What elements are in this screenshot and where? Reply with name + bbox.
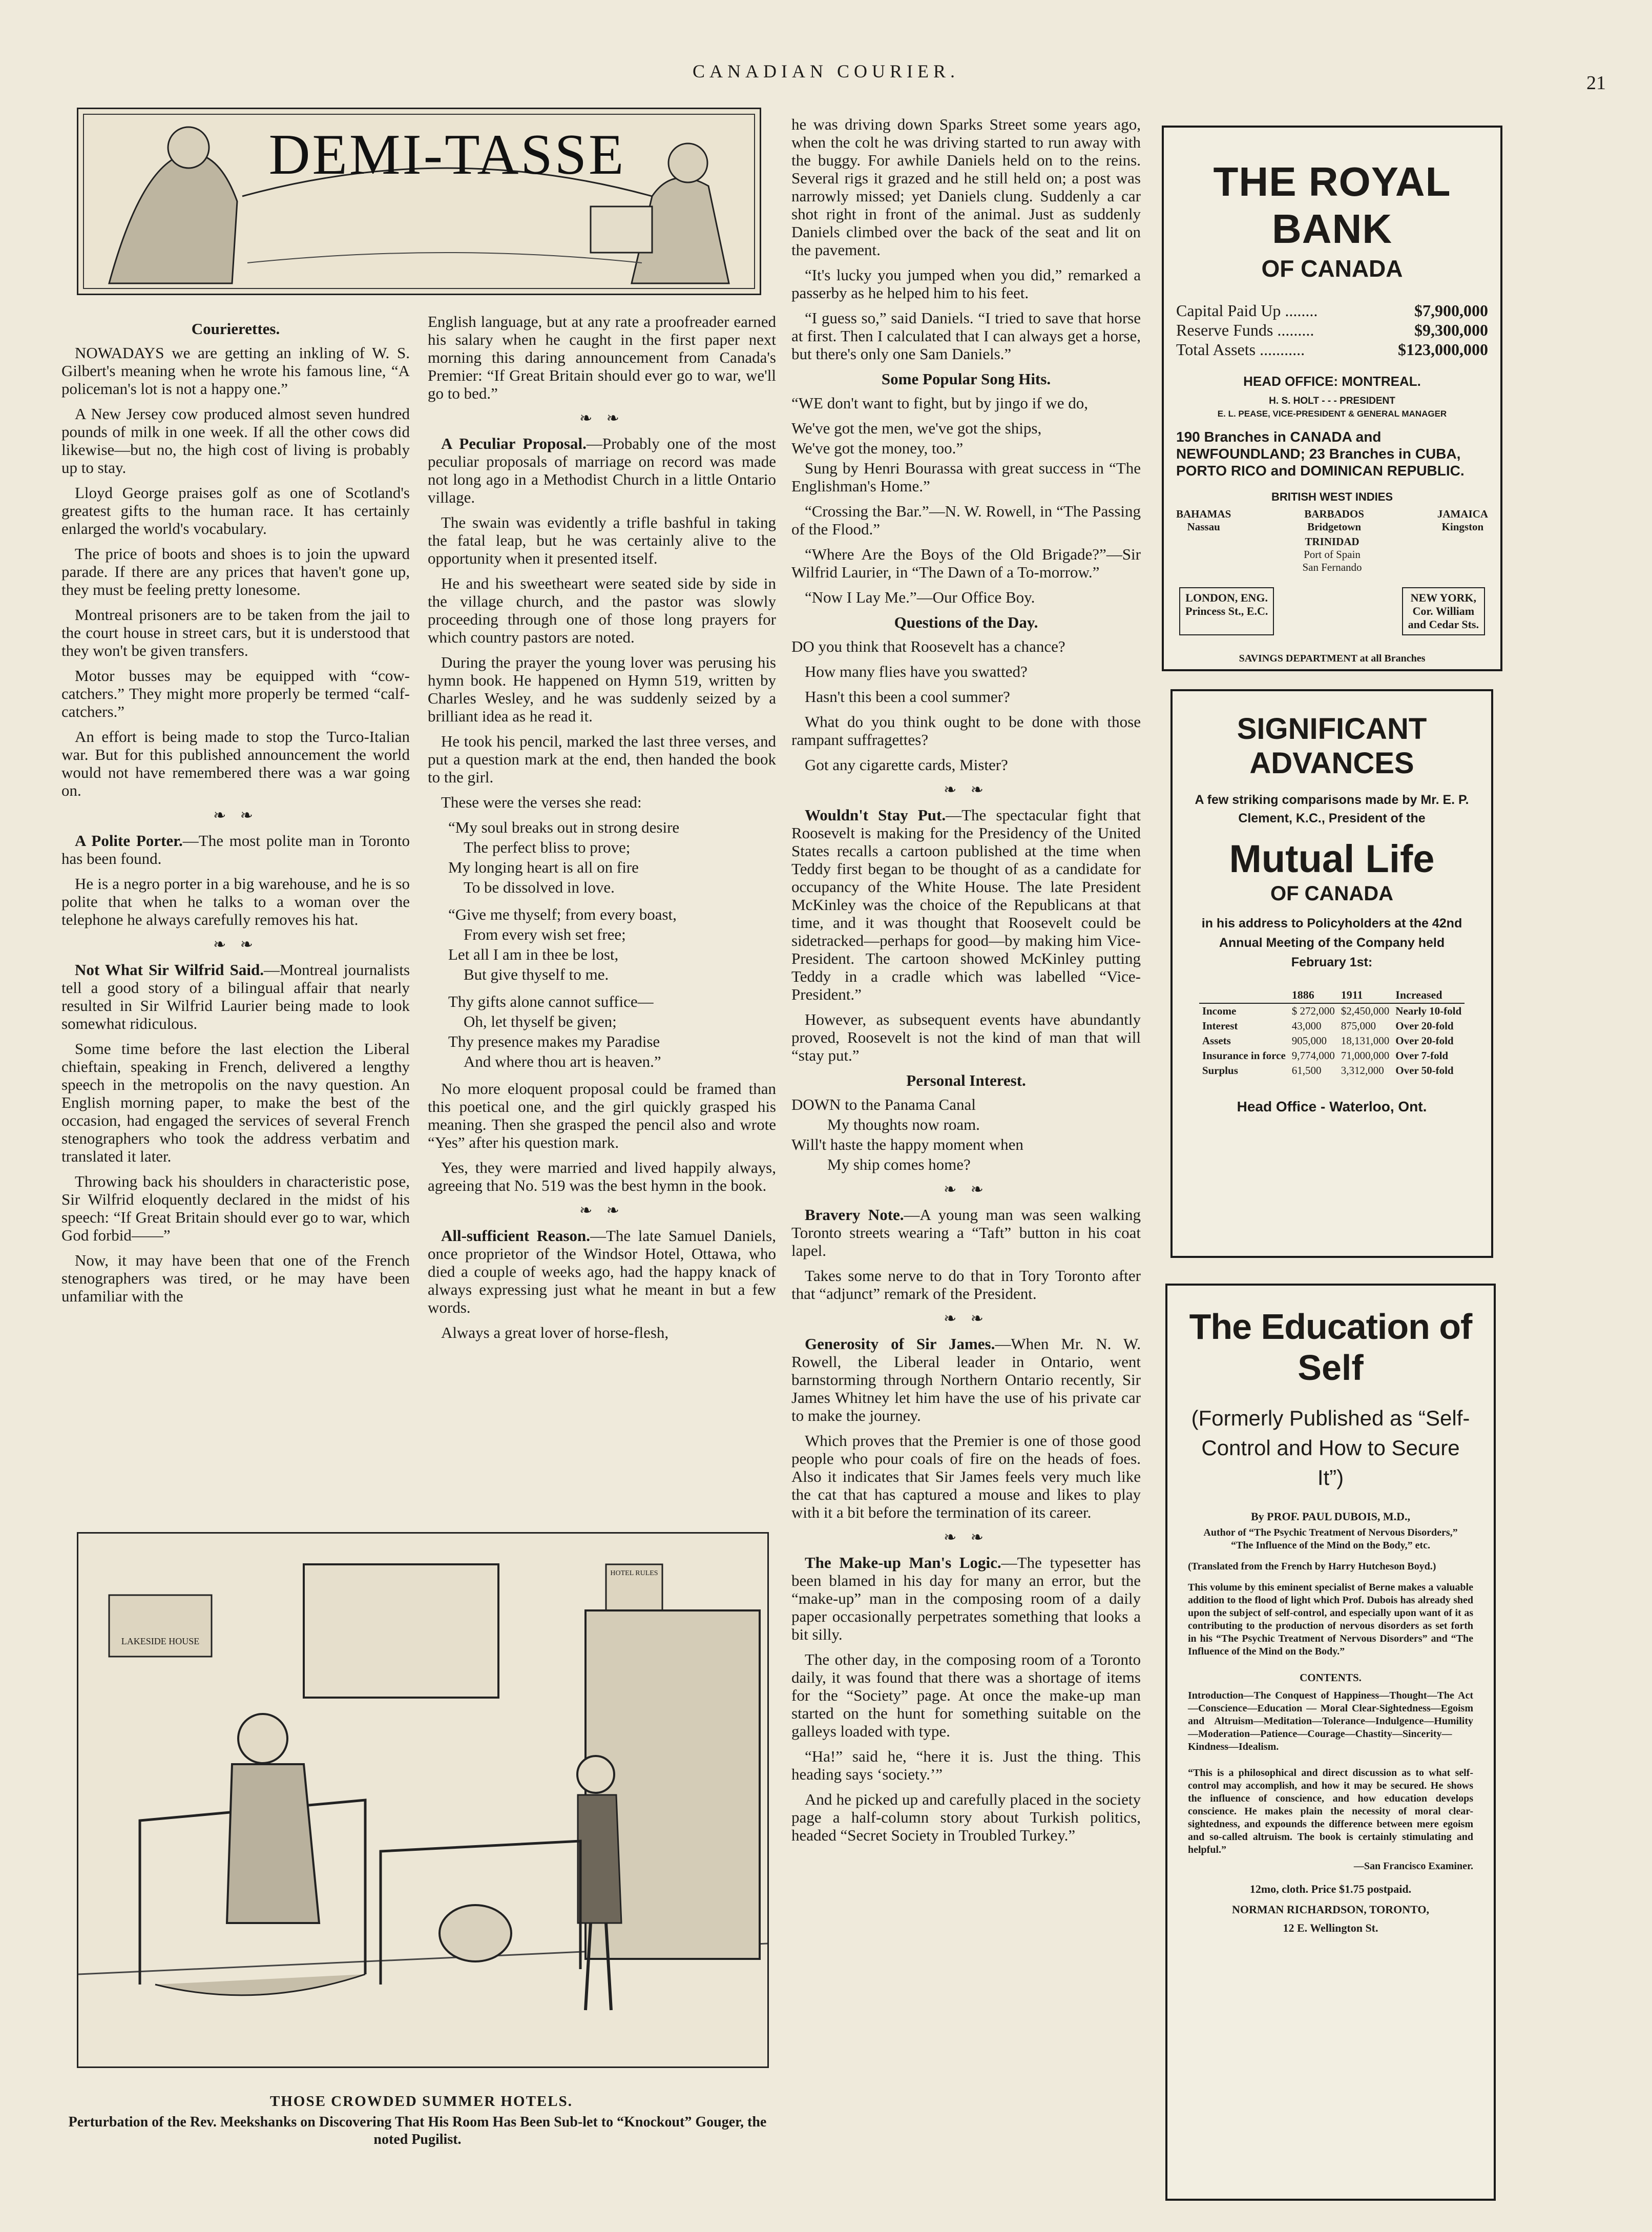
head-office: Head Office - Waterloo, Ont. bbox=[1237, 1099, 1427, 1114]
table-row bbox=[1199, 1003, 1465, 1019]
contents-heading: CONTENTS. bbox=[1300, 1671, 1362, 1684]
paragraph: No more eloquent proposal could be framed than this poetical one, and the girl quickly grasped his meaning. Then she grasped the pencil also and wrote “Yes” after his question mark. bbox=[428, 1080, 776, 1151]
paragraph: “Ha!” said he, “here it is. Just the thing. This heading says ‘society.’” bbox=[791, 1747, 1141, 1783]
bank-name: THE ROYAL BANK bbox=[1213, 159, 1451, 252]
bwi-branches bbox=[1176, 508, 1488, 533]
paragraph: Some time before the last election the Liberal chieftain, speaking in French, delivered a lengthy speech in the metropolis on the navy question. An English morning paper, to make the best of the occasion, had engaged the services of several French stenographers who took the address verbatim and translated it later. bbox=[61, 1040, 410, 1165]
paragraph: Motor busses may be equipped with “cow-catchers.” They might more properly be termed “calf-catchers.” bbox=[61, 667, 410, 720]
masthead: CANADIAN COURIER. bbox=[693, 61, 959, 81]
paragraph: English language, but at any rate a proofreader earned his salary when he caught in the first paper next morning this daring announcement from Canada's Premier: “If Great Britain should ever go to war, we'll go to bed.” bbox=[428, 313, 776, 402]
item-title: A Peculiar Proposal. bbox=[441, 435, 587, 452]
table-header-row bbox=[1199, 987, 1465, 1003]
item-title: Generosity of Sir James. bbox=[805, 1335, 995, 1353]
paragraph bbox=[791, 1206, 1141, 1259]
paragraph: “Where Are the Boys of the Old Brigade?”—Sir Wilfrid Laurier, in “The Dawn of a To-morrow.” bbox=[791, 545, 1141, 581]
ad-title: ADVANCES bbox=[1249, 747, 1414, 780]
table-cell: 875,000 bbox=[1341, 1020, 1376, 1032]
paragraph: Got any cigarette cards, Mister? bbox=[805, 756, 1008, 774]
table-header bbox=[1199, 987, 1289, 1003]
verse-line: But give thyself to me. bbox=[464, 965, 609, 983]
review-source: —San Francisco Examiner. bbox=[1353, 1861, 1473, 1872]
table-cell: 3,312,000 bbox=[1341, 1064, 1384, 1077]
address-text: in his address to Policyholders at the 42nd Annual Meeting of the Company held February 1st: bbox=[1201, 916, 1462, 969]
section-ornament: ❧ ❧ bbox=[944, 1181, 989, 1198]
paragraph: “I guess so,” said Daniels. “I tried to save that horse at first. Then I calculated that I can always get a horse, but there's only one Sam Daniels.” bbox=[791, 309, 1141, 363]
verse-line: Will't haste the happy moment when bbox=[791, 1135, 1023, 1153]
banner-title: DEMI-TASSE bbox=[268, 123, 626, 187]
savings-text: SAVINGS DEPARTMENT at all Branches bbox=[1239, 653, 1426, 664]
table-cell: Nearly 10-fold bbox=[1395, 1005, 1462, 1017]
section-ornament: ❧ ❧ bbox=[944, 1310, 989, 1327]
table-row bbox=[1199, 1048, 1465, 1063]
paragraph: He is a negro porter in a big warehouse, and he is so polite that when he talks to a woman over the telephone he always carefully removes his hat. bbox=[61, 875, 410, 928]
row-label: Reserve Funds ......... bbox=[1176, 321, 1314, 339]
table-cell: $2,450,000 bbox=[1341, 1005, 1390, 1017]
verse-line: We've got the men, we've got the ships, bbox=[791, 419, 1042, 437]
royal-bank-ad bbox=[1162, 126, 1502, 671]
paragraph: DO you think that Roosevelt has a chance? bbox=[791, 637, 1065, 655]
section-ornament: ❧ ❧ bbox=[944, 1529, 989, 1546]
table-cell: Surplus bbox=[1202, 1064, 1238, 1077]
table-cell: Over 50-fold bbox=[1395, 1064, 1454, 1077]
reserve-row bbox=[1176, 320, 1488, 340]
item-title: All-sufficient Reason. bbox=[441, 1227, 590, 1245]
paragraph: These were the verses she read: bbox=[441, 793, 642, 811]
section-ornament: ❧ ❧ bbox=[579, 410, 624, 427]
trinidad-branches: Port of Spain San Fernando bbox=[1302, 548, 1362, 573]
item-text: —The spectacular fight that Roosevelt is making for the Presidency of the United States recalls a cartoon published at the time when Teddy first began to be thought of as a candidate for occupancy of the White House. The late President McKinley was the choice of the Republicans at that time, and it was thought that Roosevelt could be sidetracked—perhaps for good—by making him Vice-President. The cartoon showed McKinley putting Teddy in a cradle which was labelled “Vice-President.” bbox=[791, 806, 1141, 1003]
trinidad-heading: TRINIDAD bbox=[1305, 535, 1360, 548]
paragraph bbox=[791, 1335, 1141, 1424]
bwi-branch: BAHAMAS Nassau bbox=[1176, 508, 1231, 533]
capital-table bbox=[1176, 301, 1488, 359]
table-cell: 18,131,000 bbox=[1341, 1035, 1390, 1047]
book-ad bbox=[1165, 1284, 1496, 2201]
item-title: Wouldn't Stay Put. bbox=[805, 806, 946, 824]
item-title: The Make-up Man's Logic. bbox=[805, 1554, 1001, 1572]
bwi-branch: BARBADOS Bridgetown bbox=[1304, 508, 1364, 533]
table-cell: Insurance in force bbox=[1202, 1049, 1286, 1062]
verse-line: My thoughts now roam. bbox=[827, 1115, 980, 1133]
company-subtitle: OF CANADA bbox=[1270, 882, 1393, 905]
table-cell: Interest bbox=[1202, 1020, 1238, 1032]
cartoon-drawing bbox=[78, 1534, 767, 2066]
table-row bbox=[1199, 1063, 1465, 1078]
item-title: Not What Sir Wilfrid Said. bbox=[75, 961, 264, 979]
paragraph: Hasn't this been a cool summer? bbox=[805, 688, 1010, 706]
section-ornament: ❧ ❧ bbox=[213, 807, 258, 824]
section-ornament: ❧ ❧ bbox=[944, 781, 989, 798]
songs-heading: Some Popular Song Hits. bbox=[881, 370, 1051, 388]
table-cell: $ 272,000 bbox=[1291, 1005, 1335, 1017]
book-price: 12mo, cloth. Price $1.75 postpaid. bbox=[1249, 1883, 1412, 1895]
newyork-agency: NEW YORK, Cor. William and Cedar Sts. bbox=[1402, 587, 1485, 635]
paragraph bbox=[428, 1227, 776, 1316]
item-text: —The typesetter has been blamed in his day for many an error, but the “make-up” man in the composing room of a daily paper occasionally perpetrates something that looks a bit silly. bbox=[791, 1554, 1141, 1643]
table-header: Increased bbox=[1392, 987, 1465, 1003]
paragraph bbox=[791, 806, 1141, 1003]
cartoon-caption-title: THOSE CROWDED SUMMER HOTELS. bbox=[270, 2093, 573, 2110]
paragraph: “WE don't want to fight, but by jingo if we do, bbox=[791, 394, 1088, 412]
mutual-life-ad bbox=[1170, 689, 1493, 1258]
verse-line: We've got the money, too.” bbox=[791, 439, 964, 457]
verse-line: The perfect bliss to prove; bbox=[464, 838, 631, 856]
paragraph: The swain was evidently a trifle bashful in taking the fatal leap, but he was certainly alive to the opportunity when it presented itself. bbox=[428, 513, 776, 567]
verse-line: Oh, let thyself be given; bbox=[464, 1012, 617, 1030]
table-row bbox=[1199, 1019, 1465, 1034]
table-cell: 71,000,000 bbox=[1341, 1049, 1390, 1062]
paragraph bbox=[61, 961, 410, 1032]
column-2 bbox=[428, 313, 776, 1522]
table-cell: 61,500 bbox=[1291, 1064, 1322, 1077]
row-value: $9,300,000 bbox=[1414, 321, 1488, 339]
paragraph bbox=[791, 1554, 1141, 1643]
paragraph: Now, it may have been that one of the French stenographers was tired, or he may have been unfamiliar with the bbox=[61, 1251, 410, 1305]
paragraph: NOWADAYS we are getting an inkling of W. S. Gilbert's meaning when he wrote his famous line, “A policeman's lot is not a happy one.” bbox=[61, 344, 410, 398]
contents-list: Introduction—The Conquest of Happiness—Thought—The Act—Conscience—Education — Moral Clear-Sightedness—Egoism and Altruism—Meditation—Tolerance—Indulgence—Humility —Moderation—Patience—Courage—Chastity—Sincerity—Kindness—Idealism. bbox=[1188, 1690, 1473, 1752]
table-cell: Assets bbox=[1202, 1035, 1231, 1047]
row-label: Total Assets ........... bbox=[1176, 340, 1305, 359]
paragraph: Montreal prisoners are to be taken from the jail to the court house in street cars, but it is understood that they won't be given transfers. bbox=[61, 606, 410, 659]
paragraph: However, as subsequent events have abundantly proved, Roosevelt is not the kind of man that will “stay put.” bbox=[791, 1010, 1141, 1064]
book-author: By PROF. PAUL DUBOIS, M.D., bbox=[1250, 1510, 1411, 1523]
paragraph: “Crossing the Bar.”—N. W. Rowell, in “The Passing of the Flood.” bbox=[791, 502, 1141, 538]
section-ornament: ❧ ❧ bbox=[579, 1202, 624, 1219]
paragraph: Takes some nerve to do that in Tory Toronto after that “adjunct” remark of the President. bbox=[791, 1267, 1141, 1303]
hotel-cartoon bbox=[77, 1532, 769, 2068]
paragraph: A New Jersey cow produced almost seven hundred pounds of milk in one week. If all the other cows did likewise—but no, the high cost of living is probably up to stay. bbox=[61, 405, 410, 477]
paragraph: Which proves that the Premier is one of those good people who pour coals of fire on the heads of foes. Also it indicates that Sir James feels very much like the cat that has captured a mouse and likes to play with it a bit before the termination of its career. bbox=[791, 1432, 1141, 1521]
verse-line: Thy presence makes my Paradise bbox=[448, 1032, 660, 1050]
verse-line: My longing heart is all on fire bbox=[448, 858, 639, 876]
book-title: The Education of bbox=[1189, 1307, 1472, 1347]
agencies bbox=[1179, 587, 1485, 635]
table-cell: Over 20-fold bbox=[1395, 1020, 1454, 1032]
paragraph: he was driving down Sparks Street some years ago, when the colt he was driving started to run away with the buggy. For awhile Daniels held on to the reins. Several rigs it grazed and he still held on; a post was narrowly missed; yet Daniels clung. Suddenly a car shot right in front of the animal. Just as suddenly Daniels climbed over the back of the seat and lit on the pavement. bbox=[791, 115, 1141, 259]
head-office: HEAD OFFICE: MONTREAL. bbox=[1243, 374, 1421, 389]
paragraph: What do you think ought to be done with those rampant suffragettes? bbox=[791, 713, 1141, 749]
item-text: —A young man was seen walking Toronto streets wearing a “Taft” button in his coat lapel. bbox=[791, 1206, 1141, 1259]
hotel-rules-sign: HOTEL RULES bbox=[610, 1569, 658, 1577]
table-cell: Income bbox=[1202, 1005, 1237, 1017]
branches-text: 190 Branches in CANADA and NEWFOUNDLAND; 23 Branches in CUBA, PORTO RICO and DOMINICAN REPUBLIC. bbox=[1176, 429, 1465, 479]
book-title: Self bbox=[1298, 1348, 1364, 1388]
table-cell: Over 20-fold bbox=[1395, 1035, 1454, 1047]
column-3 bbox=[791, 115, 1141, 2144]
table-header: 1886 bbox=[1289, 987, 1338, 1003]
officer-president: H. S. HOLT - - - PRESIDENT bbox=[1269, 396, 1395, 406]
item-text: —The late Samuel Daniels, once proprietor of the Windsor Hotel, Ottawa, who died a couple of weeks ago, had the happy knack of always expressing just what he meant in but a few words. bbox=[428, 1227, 776, 1316]
publisher: NORMAN RICHARDSON, TORONTO, bbox=[1231, 1903, 1430, 1916]
table-row bbox=[1199, 1034, 1465, 1048]
verse-line: “Give me thyself; from every boast, bbox=[448, 905, 677, 923]
cartoon-caption-text: Perturbation of the Rev. Meekshanks on Discovering That His Room Has Been Sub-let to “Knockout” Gouger, the noted Pugilist. bbox=[68, 2114, 767, 2147]
paragraph bbox=[61, 832, 410, 867]
paragraph: How many flies have you swatted? bbox=[805, 663, 1028, 680]
item-title: A Polite Porter. bbox=[75, 832, 183, 850]
table-cell: 43,000 bbox=[1291, 1020, 1322, 1032]
item-title: Bravery Note. bbox=[805, 1206, 904, 1224]
paragraph: “It's lucky you jumped when you did,” remarked a passerby as he helped him to his feet. bbox=[791, 266, 1141, 302]
item-text: —When Mr. N. W. Rowell, the Liberal leader in Ontario, went barnstorming through Northern Ontario recently, Sir James Whitney let him have the use of his private car to make the journey. bbox=[791, 1335, 1141, 1424]
paragraph bbox=[428, 435, 776, 506]
verse-line: Thy gifts alone cannot suffice— bbox=[448, 993, 654, 1010]
column-1 bbox=[61, 313, 410, 1522]
review-quote: “This is a philosophical and direct discussion as to what self-control may accomplish, and how it may be secured. He shows the influence of conscience, and how education develops conscience. He makes plain the necessity of moral clear-sightedness, and expounds the difference between mere egoism and so-called altruism. The book is certainly stimulating and helpful.” bbox=[1188, 1767, 1473, 1855]
hotel-sign: LAKESIDE HOUSE bbox=[121, 1636, 200, 1646]
paragraph: He and his sweetheart were seated side by side in the village church, and the pastor was slowly proceeding through one of those long prayers for which country pastors are noted. bbox=[428, 574, 776, 646]
verse-line: And where thou art is heaven.” bbox=[464, 1052, 661, 1070]
company-name: Mutual Life bbox=[1229, 837, 1435, 881]
item-text: —Probably one of the most peculiar proposals of marriage on record was made not long ago in a Methodist Church in a little Ontario village. bbox=[428, 435, 776, 506]
comparison-table bbox=[1199, 987, 1465, 1078]
personal-heading: Personal Interest. bbox=[906, 1071, 1026, 1089]
book-formerly: (Formerly Published as “Self-Control and How to Secure It”) bbox=[1191, 1406, 1470, 1490]
verse-line: My ship comes home? bbox=[827, 1155, 971, 1173]
paragraph: The other day, in the composing room of a Toronto daily, it was found that there was a shortage of items for the “Society” page. At once the make-up man started on the hunt for something suitable on the galleys loaded with type. bbox=[791, 1650, 1141, 1740]
table-cell: 9,774,000 bbox=[1291, 1049, 1335, 1062]
london-agency: LONDON, ENG. Princess St., E.C. bbox=[1179, 587, 1274, 635]
capital-row bbox=[1176, 301, 1488, 320]
paragraph: “Now I Lay Me.”—Our Office Boy. bbox=[805, 588, 1035, 606]
translator: (Translated from the French by Harry Hutcheson Boyd.) bbox=[1188, 1561, 1436, 1572]
table-cell: Over 7-fold bbox=[1395, 1049, 1449, 1062]
bank-subtitle: OF CANADA bbox=[1261, 255, 1403, 282]
ad-intro: A few striking comparisons made by Mr. E. P. Clement, K.C., President of the bbox=[1195, 793, 1469, 825]
verse-line: DOWN to the Panama Canal bbox=[791, 1096, 976, 1113]
verse-line: From every wish set free; bbox=[464, 925, 626, 943]
courierettes-heading: Courierettes. bbox=[191, 320, 280, 338]
paragraph: Throwing back his shoulders in characteristic pose, Sir Wilfrid eloquently declared in the midst of his speech: “If Great Britain should ever go to war, which God forbid——” bbox=[61, 1172, 410, 1244]
row-value: $7,900,000 bbox=[1414, 301, 1488, 320]
bwi-heading: BRITISH WEST INDIES bbox=[1271, 490, 1393, 503]
paragraph: Sung by Henri Bourassa with great success in “The Englishman's Home.” bbox=[791, 459, 1141, 495]
paragraph: Always a great lover of horse-flesh, bbox=[441, 1324, 669, 1341]
paragraph: Yes, they were married and lived happily always, agreeing that No. 519 was the best hymn in the book. bbox=[428, 1159, 776, 1194]
officer-gm: E. L. PEASE, VICE-PRESIDENT & GENERAL MANAGER bbox=[1217, 409, 1447, 419]
book-description: This volume by this eminent specialist of Berne makes a valuable addition to the flood of light which Prof. Dubois has already shed upon the subject of self-control, and especially upon want of it as contributing to the production of nervous disorders as set forth in his “The Psychic Treatment of Nervous Disorders” and “The Influence of the Mind on the Body.” bbox=[1188, 1582, 1473, 1657]
page-number: 21 bbox=[1586, 72, 1606, 94]
item-text: —The most polite man in Toronto has been found. bbox=[61, 832, 410, 867]
item-text: —Montreal journalists tell a good story of a bilingual affair that nearly resulted in Sir Wilfrid Laurier being made to look somewhat ridiculous. bbox=[61, 961, 410, 1032]
section-ornament: ❧ ❧ bbox=[213, 936, 258, 953]
bwi-branch: JAMAICA Kingston bbox=[1437, 508, 1488, 533]
table-header: 1911 bbox=[1338, 987, 1393, 1003]
verse-line: “My soul breaks out in strong desire bbox=[448, 818, 680, 836]
paragraph: The price of boots and shoes is to join the upward parade. If there are any prices that haven't gone up, they must be feeling pretty lonesome. bbox=[61, 545, 410, 598]
row-value: $123,000,000 bbox=[1398, 340, 1488, 359]
assets-row bbox=[1176, 340, 1488, 359]
questions-heading: Questions of the Day. bbox=[894, 613, 1038, 631]
author-works: Author of “The Psychic Treatment of Nervous Disorders,” “The Influence of the Mind on the Body,” etc. bbox=[1203, 1527, 1458, 1551]
verse-line: To be dissolved in love. bbox=[464, 878, 615, 896]
paragraph: He took his pencil, marked the last three verses, and put a question mark at the end, then handed the book to the girl. bbox=[428, 732, 776, 786]
demi-tasse-banner bbox=[77, 108, 761, 295]
table-cell: 905,000 bbox=[1291, 1035, 1327, 1047]
publisher-address: 12 E. Wellington St. bbox=[1283, 1921, 1378, 1934]
paragraph: An effort is being made to stop the Turco-Italian war. But for this published announcement the world would not have remembered there was a war going on. bbox=[61, 728, 410, 799]
row-label: Capital Paid Up ........ bbox=[1176, 301, 1318, 320]
paragraph: Lloyd George praises golf as one of Scotland's greatest gifts to the human race. It has certainly enlarged the world's vocabulary. bbox=[61, 484, 410, 538]
paragraph: During the prayer the young lover was perusing his hymn book. He happened on Hymn 519, written by Charles Wesley, and he was suddenly seized by a brilliant idea as he read it. bbox=[428, 653, 776, 725]
verse-line: Let all I am in thee be lost, bbox=[448, 945, 619, 963]
paragraph: And he picked up and carefully placed in the society page a half-column story about Turkish politics, headed “Secret Society in Troubled Turkey.” bbox=[791, 1790, 1141, 1844]
ad-title: SIGNIFICANT bbox=[1237, 712, 1427, 746]
